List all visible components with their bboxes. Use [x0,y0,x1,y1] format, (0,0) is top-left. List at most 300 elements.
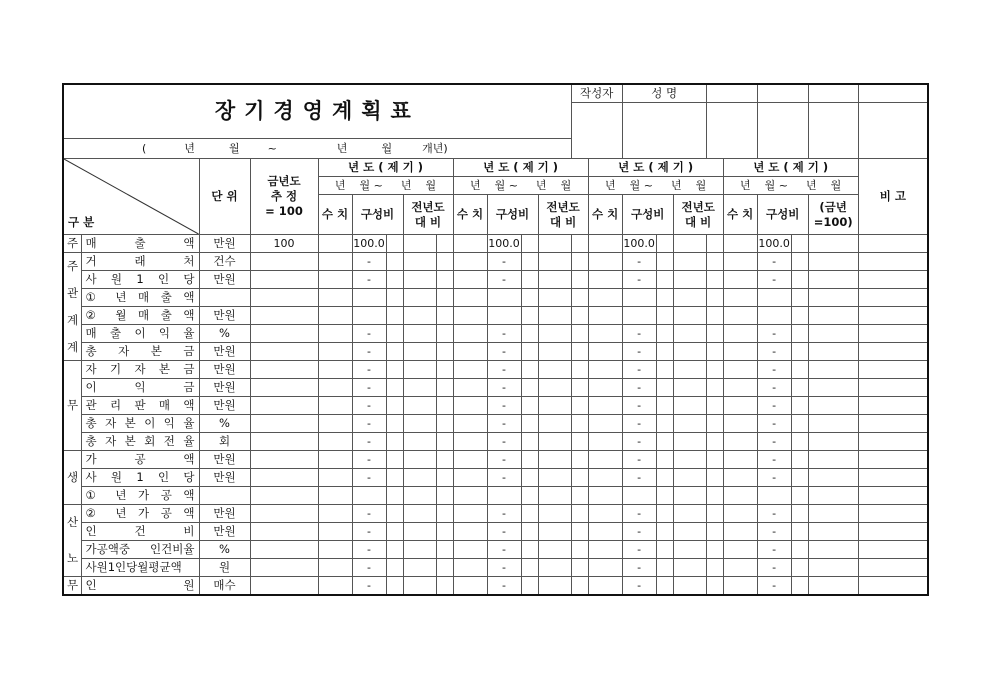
row-ratio-sub-cell[interactable] [386,559,403,577]
row-yoy-cell[interactable] [403,505,436,523]
row-ratio-sub-cell[interactable] [521,487,538,505]
row-ratio-cell[interactable]: - [622,271,656,289]
row-estimate[interactable] [250,325,318,343]
row-yoy-cell[interactable] [538,433,571,451]
row-ratio-sub-cell[interactable] [656,433,673,451]
signature-box[interactable] [571,103,622,159]
row-ratio-cell[interactable] [487,307,521,325]
row-yoy-cell[interactable] [538,289,571,307]
row-yoy-sub-cell[interactable] [706,307,723,325]
row-remark-cell[interactable] [858,469,928,487]
row-remark-cell[interactable] [858,541,928,559]
row-value-cell[interactable] [723,379,757,397]
row-yoy-cell[interactable] [538,379,571,397]
row-yoy-cell[interactable] [673,343,706,361]
row-estimate[interactable] [250,397,318,415]
row-yoy-cell[interactable] [403,523,436,541]
row-ratio-sub-cell[interactable] [521,541,538,559]
row-ratio-sub-cell[interactable] [656,397,673,415]
row-ratio-sub-cell[interactable] [656,559,673,577]
row-value-cell[interactable] [453,325,487,343]
row-value-cell[interactable] [723,415,757,433]
row-ratio-cell[interactable]: - [757,361,791,379]
row-value-cell[interactable] [723,523,757,541]
row-ratio-sub-cell[interactable] [656,505,673,523]
row-yoy-cell[interactable] [808,343,858,361]
row-estimate[interactable] [250,541,318,559]
row-ratio-sub-cell[interactable] [521,379,538,397]
row-yoy-cell[interactable] [673,235,706,253]
row-value-cell[interactable] [588,487,622,505]
row-yoy-cell[interactable] [538,559,571,577]
row-yoy-sub-cell[interactable] [571,361,588,379]
row-ratio-cell[interactable]: - [757,325,791,343]
row-ratio-sub-cell[interactable] [386,325,403,343]
row-value-cell[interactable] [588,289,622,307]
row-ratio-cell[interactable]: - [487,343,521,361]
row-value-cell[interactable] [318,469,352,487]
row-ratio-sub-cell[interactable] [791,487,808,505]
row-ratio-cell[interactable]: - [487,271,521,289]
row-ratio-cell[interactable] [622,487,656,505]
row-yoy-cell[interactable] [673,487,706,505]
row-remark-cell[interactable] [858,271,928,289]
row-yoy-cell[interactable] [403,325,436,343]
row-yoy-cell[interactable] [538,253,571,271]
row-estimate[interactable] [250,379,318,397]
row-ratio-cell[interactable]: - [352,325,386,343]
row-yoy-sub-cell[interactable] [571,469,588,487]
row-yoy-sub-cell[interactable] [436,523,453,541]
row-ratio-sub-cell[interactable] [386,415,403,433]
row-ratio-cell[interactable]: - [622,451,656,469]
row-yoy-sub-cell[interactable] [706,541,723,559]
row-yoy-cell[interactable] [538,487,571,505]
row-remark-cell[interactable] [858,577,928,596]
row-value-cell[interactable] [723,289,757,307]
row-estimate[interactable] [250,577,318,596]
row-value-cell[interactable] [318,541,352,559]
row-yoy-cell[interactable] [403,487,436,505]
row-ratio-cell[interactable]: - [622,541,656,559]
row-ratio-cell[interactable]: - [757,523,791,541]
row-ratio-sub-cell[interactable] [521,559,538,577]
row-yoy-sub-cell[interactable] [706,469,723,487]
row-ratio-cell[interactable]: 100.0 [757,235,791,253]
row-ratio-cell[interactable]: - [352,343,386,361]
row-value-cell[interactable] [318,343,352,361]
row-remark-cell[interactable] [858,235,928,253]
row-yoy-cell[interactable] [673,541,706,559]
row-ratio-sub-cell[interactable] [386,307,403,325]
row-yoy-cell[interactable] [403,541,436,559]
row-value-cell[interactable] [453,433,487,451]
row-yoy-sub-cell[interactable] [706,505,723,523]
row-ratio-cell[interactable]: - [622,415,656,433]
row-yoy-cell[interactable] [808,577,858,596]
row-value-cell[interactable] [723,397,757,415]
row-yoy-cell[interactable] [808,253,858,271]
row-ratio-sub-cell[interactable] [791,307,808,325]
row-yoy-cell[interactable] [673,505,706,523]
row-ratio-cell[interactable]: - [487,541,521,559]
row-yoy-sub-cell[interactable] [706,487,723,505]
row-value-cell[interactable] [723,505,757,523]
row-value-cell[interactable] [318,289,352,307]
row-value-cell[interactable] [318,361,352,379]
row-yoy-cell[interactable] [808,505,858,523]
row-yoy-cell[interactable] [808,397,858,415]
row-value-cell[interactable] [588,559,622,577]
row-value-cell[interactable] [453,505,487,523]
row-yoy-cell[interactable] [808,361,858,379]
row-yoy-sub-cell[interactable] [436,577,453,596]
row-ratio-cell[interactable]: - [622,469,656,487]
row-ratio-sub-cell[interactable] [386,577,403,596]
row-ratio-cell[interactable]: - [622,559,656,577]
row-ratio-cell[interactable]: 100.0 [487,235,521,253]
row-ratio-sub-cell[interactable] [791,343,808,361]
row-value-cell[interactable] [318,451,352,469]
row-ratio-cell[interactable]: - [757,433,791,451]
row-yoy-sub-cell[interactable] [706,325,723,343]
row-ratio-sub-cell[interactable] [791,379,808,397]
row-yoy-sub-cell[interactable] [706,415,723,433]
row-yoy-cell[interactable] [538,577,571,596]
row-yoy-sub-cell[interactable] [571,505,588,523]
row-remark-cell[interactable] [858,487,928,505]
row-yoy-sub-cell[interactable] [571,397,588,415]
row-estimate[interactable] [250,523,318,541]
signature-box[interactable] [757,103,808,159]
row-value-cell[interactable] [318,523,352,541]
row-ratio-cell[interactable]: - [352,253,386,271]
row-value-cell[interactable] [723,307,757,325]
row-yoy-cell[interactable] [673,433,706,451]
row-ratio-sub-cell[interactable] [386,397,403,415]
row-remark-cell[interactable] [858,289,928,307]
row-ratio-cell[interactable] [352,307,386,325]
row-estimate[interactable] [250,253,318,271]
row-ratio-cell[interactable]: - [352,523,386,541]
row-value-cell[interactable] [588,541,622,559]
row-ratio-cell[interactable] [352,487,386,505]
signature-box[interactable] [858,103,928,159]
row-value-cell[interactable] [588,235,622,253]
row-value-cell[interactable] [588,253,622,271]
row-ratio-cell[interactable] [757,289,791,307]
row-yoy-sub-cell[interactable] [571,325,588,343]
row-remark-cell[interactable] [858,379,928,397]
row-yoy-cell[interactable] [538,505,571,523]
row-ratio-sub-cell[interactable] [791,325,808,343]
row-value-cell[interactable] [453,379,487,397]
row-ratio-cell[interactable]: - [352,505,386,523]
row-yoy-cell[interactable] [673,325,706,343]
row-ratio-cell[interactable]: - [487,559,521,577]
row-yoy-sub-cell[interactable] [436,505,453,523]
row-estimate[interactable] [250,469,318,487]
row-yoy-sub-cell[interactable] [571,253,588,271]
row-ratio-sub-cell[interactable] [791,541,808,559]
row-ratio-sub-cell[interactable] [386,487,403,505]
row-ratio-cell[interactable]: - [622,397,656,415]
row-ratio-sub-cell[interactable] [791,253,808,271]
row-ratio-cell[interactable]: - [622,433,656,451]
row-value-cell[interactable] [453,559,487,577]
row-ratio-cell[interactable]: - [757,253,791,271]
row-yoy-cell[interactable] [538,469,571,487]
row-yoy-cell[interactable] [403,577,436,596]
row-yoy-cell[interactable] [538,307,571,325]
row-yoy-sub-cell[interactable] [706,559,723,577]
row-yoy-cell[interactable] [808,235,858,253]
row-ratio-cell[interactable]: - [622,343,656,361]
row-remark-cell[interactable] [858,433,928,451]
row-value-cell[interactable] [453,361,487,379]
row-yoy-cell[interactable] [808,451,858,469]
row-value-cell[interactable] [453,523,487,541]
row-estimate[interactable] [250,505,318,523]
row-estimate[interactable] [250,415,318,433]
row-remark-cell[interactable] [858,415,928,433]
row-value-cell[interactable] [318,577,352,596]
row-ratio-cell[interactable] [757,307,791,325]
row-yoy-cell[interactable] [673,361,706,379]
row-ratio-sub-cell[interactable] [656,451,673,469]
row-ratio-cell[interactable]: - [352,451,386,469]
row-yoy-cell[interactable] [808,469,858,487]
row-ratio-cell[interactable]: - [757,559,791,577]
row-yoy-sub-cell[interactable] [571,415,588,433]
row-yoy-sub-cell[interactable] [436,235,453,253]
row-yoy-cell[interactable] [673,253,706,271]
row-ratio-cell[interactable]: - [757,577,791,596]
row-estimate[interactable] [250,289,318,307]
row-value-cell[interactable] [318,559,352,577]
row-ratio-cell[interactable]: - [352,271,386,289]
row-ratio-cell[interactable]: - [757,505,791,523]
row-ratio-sub-cell[interactable] [656,307,673,325]
row-value-cell[interactable] [318,271,352,289]
row-ratio-sub-cell[interactable] [791,505,808,523]
row-yoy-cell[interactable] [403,289,436,307]
row-yoy-sub-cell[interactable] [706,397,723,415]
row-ratio-cell[interactable]: - [487,469,521,487]
row-value-cell[interactable] [723,361,757,379]
row-ratio-sub-cell[interactable] [521,451,538,469]
row-ratio-cell[interactable]: - [487,523,521,541]
row-yoy-cell[interactable] [538,235,571,253]
row-ratio-sub-cell[interactable] [656,271,673,289]
row-ratio-sub-cell[interactable] [521,307,538,325]
row-yoy-sub-cell[interactable] [436,361,453,379]
row-yoy-cell[interactable] [538,541,571,559]
row-value-cell[interactable] [723,253,757,271]
row-value-cell[interactable] [723,577,757,596]
row-ratio-sub-cell[interactable] [521,343,538,361]
row-ratio-sub-cell[interactable] [386,343,403,361]
row-value-cell[interactable] [318,415,352,433]
row-yoy-cell[interactable] [673,451,706,469]
row-ratio-sub-cell[interactable] [656,415,673,433]
row-ratio-sub-cell[interactable] [386,451,403,469]
row-yoy-cell[interactable] [673,271,706,289]
row-value-cell[interactable] [453,253,487,271]
row-ratio-cell[interactable]: - [757,469,791,487]
row-value-cell[interactable] [588,325,622,343]
row-value-cell[interactable] [453,541,487,559]
row-value-cell[interactable] [318,379,352,397]
row-yoy-sub-cell[interactable] [571,523,588,541]
row-value-cell[interactable] [318,307,352,325]
row-estimate[interactable] [250,271,318,289]
row-ratio-sub-cell[interactable] [521,415,538,433]
row-yoy-sub-cell[interactable] [571,433,588,451]
row-value-cell[interactable] [588,451,622,469]
row-yoy-cell[interactable] [673,469,706,487]
row-ratio-sub-cell[interactable] [791,451,808,469]
row-yoy-cell[interactable] [808,541,858,559]
row-yoy-sub-cell[interactable] [706,361,723,379]
row-yoy-cell[interactable] [808,559,858,577]
row-yoy-cell[interactable] [808,433,858,451]
row-yoy-cell[interactable] [403,433,436,451]
row-yoy-sub-cell[interactable] [571,541,588,559]
row-value-cell[interactable] [723,541,757,559]
row-value-cell[interactable] [723,559,757,577]
row-ratio-sub-cell[interactable] [386,289,403,307]
row-value-cell[interactable] [453,235,487,253]
row-remark-cell[interactable] [858,307,928,325]
row-yoy-cell[interactable] [538,415,571,433]
row-yoy-cell[interactable] [673,523,706,541]
row-value-cell[interactable] [453,577,487,596]
row-yoy-cell[interactable] [403,307,436,325]
row-ratio-cell[interactable]: - [352,559,386,577]
row-ratio-sub-cell[interactable] [386,361,403,379]
row-value-cell[interactable] [318,505,352,523]
row-value-cell[interactable] [723,469,757,487]
row-value-cell[interactable] [318,325,352,343]
row-remark-cell[interactable] [858,523,928,541]
row-remark-cell[interactable] [858,397,928,415]
row-ratio-cell[interactable]: - [622,577,656,596]
row-yoy-sub-cell[interactable] [571,379,588,397]
row-yoy-cell[interactable] [673,307,706,325]
row-ratio-sub-cell[interactable] [386,541,403,559]
row-ratio-cell[interactable]: - [352,415,386,433]
row-ratio-sub-cell[interactable] [791,361,808,379]
row-yoy-cell[interactable] [403,343,436,361]
row-ratio-sub-cell[interactable] [656,577,673,596]
row-ratio-sub-cell[interactable] [521,523,538,541]
row-ratio-sub-cell[interactable] [791,397,808,415]
row-yoy-cell[interactable] [538,343,571,361]
row-value-cell[interactable] [588,505,622,523]
row-remark-cell[interactable] [858,325,928,343]
row-value-cell[interactable] [588,523,622,541]
row-yoy-sub-cell[interactable] [436,397,453,415]
row-ratio-cell[interactable] [352,289,386,307]
row-value-cell[interactable] [723,235,757,253]
row-yoy-cell[interactable] [538,523,571,541]
row-ratio-cell[interactable]: - [622,253,656,271]
signature-box[interactable] [622,103,706,159]
row-value-cell[interactable] [723,487,757,505]
row-ratio-sub-cell[interactable] [521,505,538,523]
row-yoy-cell[interactable] [403,379,436,397]
row-yoy-sub-cell[interactable] [706,253,723,271]
row-value-cell[interactable] [588,397,622,415]
row-ratio-cell[interactable] [622,307,656,325]
row-ratio-cell[interactable]: - [487,361,521,379]
row-yoy-sub-cell[interactable] [571,343,588,361]
row-value-cell[interactable] [453,271,487,289]
row-yoy-sub-cell[interactable] [571,487,588,505]
row-ratio-cell[interactable]: - [352,397,386,415]
row-value-cell[interactable] [453,289,487,307]
row-yoy-cell[interactable] [538,451,571,469]
row-value-cell[interactable] [588,433,622,451]
row-value-cell[interactable] [318,433,352,451]
row-estimate[interactable] [250,361,318,379]
row-ratio-sub-cell[interactable] [656,469,673,487]
row-ratio-cell[interactable]: - [487,325,521,343]
row-ratio-cell[interactable]: 100.0 [622,235,656,253]
row-ratio-cell[interactable]: - [352,379,386,397]
row-ratio-sub-cell[interactable] [656,487,673,505]
row-remark-cell[interactable] [858,253,928,271]
row-yoy-cell[interactable] [673,379,706,397]
row-yoy-cell[interactable] [403,361,436,379]
row-yoy-sub-cell[interactable] [706,451,723,469]
row-yoy-cell[interactable] [403,451,436,469]
row-yoy-sub-cell[interactable] [706,523,723,541]
row-ratio-sub-cell[interactable] [656,253,673,271]
row-yoy-cell[interactable] [808,307,858,325]
row-ratio-cell[interactable]: - [622,523,656,541]
row-yoy-cell[interactable] [808,325,858,343]
row-ratio-sub-cell[interactable] [791,433,808,451]
row-remark-cell[interactable] [858,361,928,379]
row-yoy-sub-cell[interactable] [571,235,588,253]
row-ratio-sub-cell[interactable] [386,433,403,451]
row-value-cell[interactable] [453,307,487,325]
row-value-cell[interactable] [318,253,352,271]
row-yoy-cell[interactable] [538,325,571,343]
row-ratio-sub-cell[interactable] [521,361,538,379]
row-ratio-sub-cell[interactable] [791,415,808,433]
row-ratio-cell[interactable]: - [352,469,386,487]
row-value-cell[interactable] [723,343,757,361]
row-ratio-cell[interactable]: - [757,541,791,559]
row-ratio-cell[interactable]: - [622,361,656,379]
row-ratio-cell[interactable]: - [487,577,521,596]
row-yoy-cell[interactable] [403,253,436,271]
row-yoy-sub-cell[interactable] [436,271,453,289]
row-estimate[interactable] [250,307,318,325]
row-ratio-cell[interactable]: - [487,415,521,433]
row-ratio-sub-cell[interactable] [521,235,538,253]
row-yoy-sub-cell[interactable] [436,379,453,397]
row-ratio-cell[interactable]: - [757,415,791,433]
row-value-cell[interactable] [588,415,622,433]
row-ratio-sub-cell[interactable] [386,469,403,487]
row-ratio-sub-cell[interactable] [791,235,808,253]
row-yoy-sub-cell[interactable] [706,577,723,596]
row-value-cell[interactable] [723,433,757,451]
